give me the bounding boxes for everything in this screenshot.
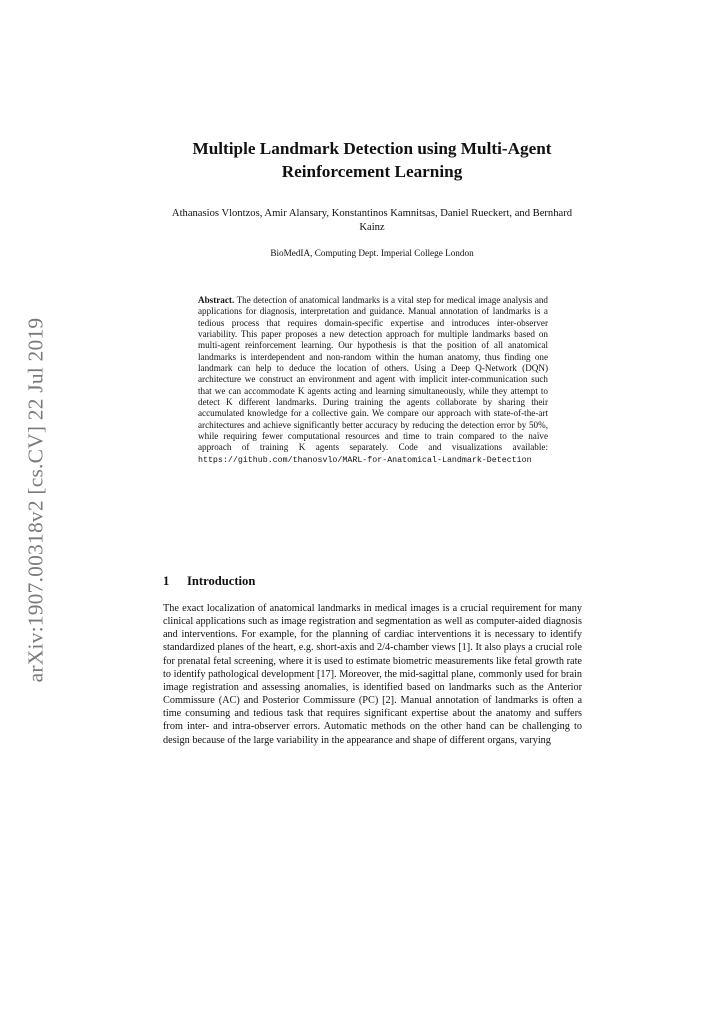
arxiv-identifier-stamp: arXiv:1907.00318v2 [cs.CV] 22 Jul 2019 (23, 317, 48, 683)
author-affiliation: BioMedIA, Computing Dept. Imperial College London (270, 248, 474, 258)
abstract-label: Abstract. (198, 295, 235, 305)
abstract-text: The detection of anatomical landmarks is a vital step for medical image analysis and applications for diagnosis, interpretation and guidance. Manual annotation of landmarks is a tedious process that requires domain-specific expertise and introduces inter-observer variability. This paper proposes a new detection approach for multiple landmarks based on multi-agent reinforcement learning. Our hypothesis is that the position of all anatomical landmarks is interdependent and non-random within the human anatomy, thus finding one landmark can help to deduce the location of others. Using a Deep Q-Network (DQN) architecture we construct an environment and agent with implicit inter-communication such that we can accommodate K agents acting and learning simultaneously, while they attempt to detect K different landmarks. During training the agents collaborate by sharing their accumulated knowledge for a collective gain. We compare our approach with state-of-the-art architectures and achieve significantly better accuracy by reducing the detection error by 50%, while requiring fewer computational resources and time to train compared to the naïve approach of training K agents separately. Code and visualizations available: (198, 295, 548, 453)
section-heading-introduction (163, 573, 255, 589)
paper-authors: Athanasios Vlontzos, Amir Alansary, Konstantinos Kamnitsas, Daniel Rueckert, and Bernhard Kainz (171, 208, 573, 233)
introduction-paragraph: The exact localization of anatomical landmarks in medical images is a crucial requirement for many clinical applications such as image registration and segmentation as well as computer-aided diagnosis and interventions. For example, for the planning of cardiac interventions it is necessary to identify standardized planes of the heart, e.g. short-axis and 2/4-chamber views [1]. It also plays a crucial role for prenatal fetal screening, where it is used to estimate biometric measurements like fetal growth rate to identify pathological development [17]. Moreover, the mid-sagittal plane, commonly used for brain image registration and assessing anomalies, is identified based on landmarks such as the Anterior Commissure (AC) and Posterior Commissure (PC) [2]. Manual annotation of landmarks is often a time consuming and tedious task that requires significant expertise about the anatomy and suffers from inter- and intra-observer errors. Automatic methods on the other hand can be challenging to design because of the large variability in the appearance and shape of different organs, varying (163, 603, 582, 746)
abstract-block (198, 295, 548, 466)
section-title: Introduction (187, 574, 256, 588)
code-link[interactable]: https://github.com/thanosvlo/MARL-for-Anatomical-Landmark-Detection (198, 455, 532, 465)
section-number: 1 (163, 574, 170, 588)
paper-title: Multiple Landmark Detection using Multi-Agent Reinforcement Learning (192, 139, 552, 181)
